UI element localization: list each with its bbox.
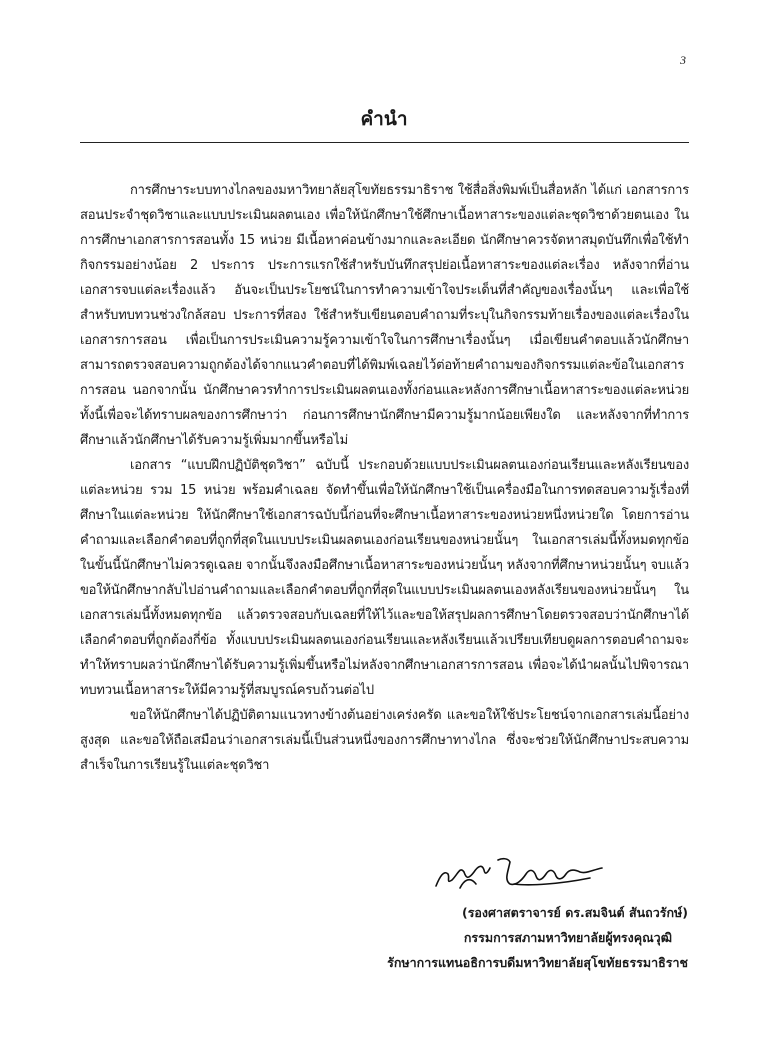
title-divider (80, 142, 689, 143)
handwritten-signature (430, 850, 610, 895)
signatory-position: กรรมการสภามหาวิทยาลัยผู้ทรงคุณวุฒิ (463, 930, 672, 945)
page-title: คำนำ (360, 108, 408, 130)
signatory-name: (รองศาสตราจารย์ ดร.สมจินต์ สันถวรักษ์) (462, 905, 688, 920)
paragraph-3: ขอให้นักศึกษาได้ปฏิบัติตามแนวทางข้างต้นอย่างเคร่งครัด และขอให้ใช้ประโยชน์จากเอกสารเล่มนี้อย่างสูงสุด และขอให้ถือเสมือนว่าเอกสารเล่มนี้เป็นส่วนหนึ่งของการศึกษาทางไกล ซึ่งจะช่วยให้นักศึกษาประสบความสำเร็จในการเรียนรู้ในแต่ละชุดวิชา (80, 708, 689, 773)
paragraph-1: การศึกษาระบบทางไกลของมหาวิทยาลัยสุโขทัยธรรมาธิราช ใช้สื่อสิ่งพิมพ์เป็นสื่อหลัก ได้แก่ เอกสารการสอนประจำชุดวิชาและแบบประเมินผลตนเอง เพื่อให้นักศึกษาใช้ศึกษาเนื้อหาสาระของแต่ละชุดวิชาด้วยตนเอง ในการศึกษาเอกสารการสอนทั้ง 15 หน่วย มีเนื้อหาค่อนข้างมากและละเอียด นักศึกษาควรจัดหาสมุดบันทึกเพื่อใช้ทำกิจกรรมอย่างน้อย 2 ประการ ประการแรกใช้สำหรับบันทึกสรุปย่อเนื้อหาสาระของแต่ละเรื่อง หลังจากที่อ่านเอกสารจบแต่ละเรื่องแล้ว อันจะเป็นประโยชน์ในการทำความเข้าใจประเด็นที่สำคัญของเรื่องนั้นๆ และเพื่อใช้สำหรับทบทวนช่วงใกล้สอบ ประการที่สอง ใช้สำหรับเขียนตอบคำถามที่ระบุในกิจกรรมท้ายเรื่องของแต่ละเรื่องในเอกสารการสอน เพื่อเป็นการประเมินความรู้ความเข้าใจในการศึกษาเรื่องนั้นๆ เมื่อเขียนคำตอบแล้วนักศึกษาสามารถตรวจสอบความถูกต้องได้จากแนวคำตอบที่ได้พิมพ์เฉลยไว้ต่อท้ายคำถามของกิจกรรมแต่ละข้อในเอกสารการสอน นอกจากนั้น นักศึกษาควรทำการประเมินผลตนเองทั้งก่อนและหลังการศึกษาเนื้อหาสาระของแต่ละหน่วย ทั้งนี้เพื่อจะได้ทราบผลของการศึกษาว่า ก่อนการศึกษานักศึกษามีความรู้มากน้อยเพียงใด และหลังจากที่ทำการศึกษาแล้วนักศึกษาได้รับความรู้เพิ่มมากขึ้นหรือไม่ (80, 183, 689, 448)
preface-body (80, 178, 689, 778)
paragraph-2: เอกสาร “แบบฝึกปฏิบัติชุดวิชา” ฉบับนี้ ประกอบด้วยแบบประเมินผลตนเองก่อนเรียนและหลังเรียนของแต่ละหน่วย รวม 15 หน่วย พร้อมคำเฉลย จัดทำขึ้นเพื่อให้นักศึกษาใช้เป็นเครื่องมือในการทดสอบความรู้เรื่องที่ศึกษาในแต่ละหน่วย ให้นักศึกษาใช้เอกสารฉบับนี้ก่อนที่จะศึกษาเนื้อหาสาระของหน่วยหนึ่งหน่วยใด โดยการอ่านคำถามและเลือกคำตอบที่ถูกที่สุดในแบบประเมินผลตนเองก่อนเรียนของหน่วยนั้นๆ ในเอกสารเล่มนี้ทั้งหมดทุกข้อ ในขั้นนี้นักศึกษาไม่ควรดูเฉลย จากนั้นจึงลงมือศึกษาเนื้อหาสาระของหน่วยนั้นๆ หลังจากที่ศึกษาหน่วยนั้นๆ จบแล้ว ขอให้นักศึกษากลับไปอ่านคำถามและเลือกคำตอบที่ถูกที่สุดในแบบประเมินผลตนเองหลังเรียนของหน่วยนั้นๆ ในเอกสารเล่มนี้ทั้งหมดทุกข้อ แล้วตรวจสอบกับเฉลยที่ให้ไว้และขอให้สรุปผลการศึกษาโดยตรวจสอบว่านักศึกษาได้เลือกคำตอบที่ถูกต้องกี่ข้อ ทั้งแบบประเมินผลตนเองก่อนเรียนและหลังเรียนแล้วเปรียบเทียบดูผลการตอบคำถามจะทำให้ทราบผลว่านักศึกษาได้รับความรู้เพิ่มขึ้นหรือไม่หลังจากศึกษาเอกสารการสอน เพื่อจะได้นำผลนั้นไปพิจารณาทบทวนเนื้อหาสาระให้มีความรู้ที่สมบูรณ์ครบถ้วนต่อไป (80, 458, 689, 698)
signatory-acting-role: รักษาการแทนอธิการบดีมหาวิทยาลัยสุโขทัยธรรมาธิราช (387, 955, 688, 970)
page-number: 3 (680, 53, 686, 67)
